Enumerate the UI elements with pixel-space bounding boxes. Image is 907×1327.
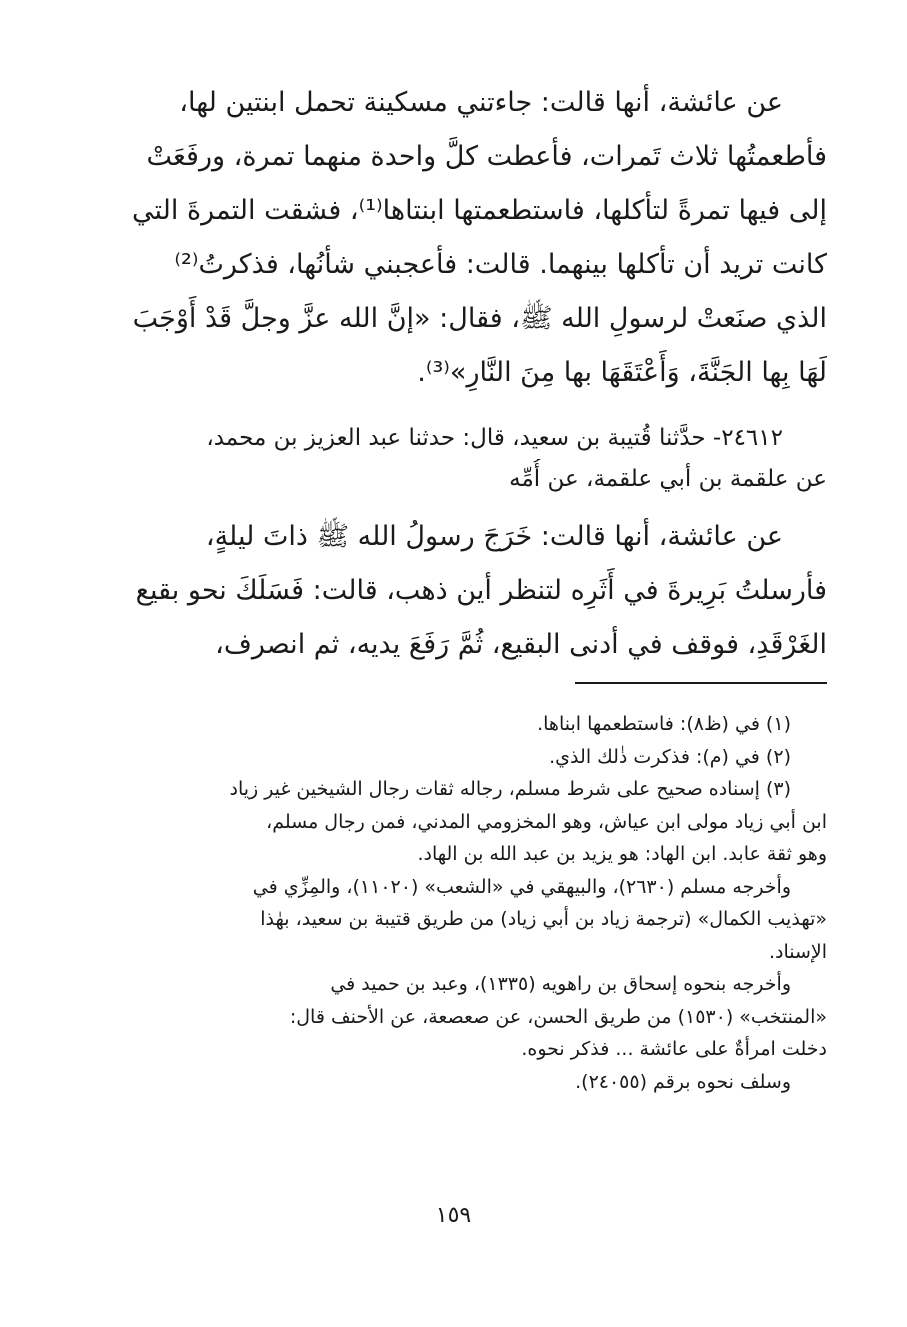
text-line: فأطعمتُها ثلاث تَمرات، فأعطت كلَّ واحدة منهما تمرة، ورفَعَتْ	[146, 141, 827, 172]
isnad-line: ٢٤٦١٢- حدَّثنا قُتيبة بن سعيد، قال: حدثنا عبد العزيز بن محمد،	[206, 425, 783, 451]
footnote-line: «تهذيب الكمال» (ترجمة زياد بن أبي زياد) من طريق قتيبة بن سعيد، بهٰذا	[260, 908, 827, 930]
footnote-line: وأخرجه بنحوه إسحاق بن راهويه (١٣٣٥)، وعبد بن حميد في	[330, 973, 791, 995]
footnote-line: وسلف نحوه برقم (٢٤٠٥٥).	[575, 1070, 791, 1093]
footnote-line: وهو ثقة عابد. ابن الهاد: هو يزيد بن عبد الله بن الهاد.	[417, 843, 827, 865]
footnote-line: دخلت امرأةٌ على عائشة ... فذكر نحوه.	[521, 1038, 827, 1060]
footnote-line: وأخرجه مسلم (٢٦٣٠)، والبيهقي في «الشعب» (١١٠٢٠)، والمِزِّي في	[252, 875, 791, 898]
hadith-second-text	[132, 510, 827, 672]
isnad-line: عن علقمة بن أبي علقمة، عن أُمِّه	[509, 466, 827, 492]
text-line: عن عائشة، أنها قالت: خَرَجَ رسولُ الله ﷺ ذاتَ ليلةٍ،	[205, 521, 783, 552]
footnote-line: (٢) في (م): فذكرت ذٰلك الذي.	[549, 745, 791, 768]
hadith-main-text	[132, 76, 827, 400]
isnad-chain	[132, 418, 827, 500]
text-line: فأرسلتُ بَرِيرةَ في أَثَرِه لتنظر أين ذهب، قالت: فَسَلَكَ نحو بقيع	[135, 575, 827, 606]
text-line: الذي صنَعتْ لرسولِ الله ﷺ، فقال: «إنَّ الله عزَّ وجلَّ قَدْ أَوْجَبَ	[132, 303, 827, 334]
footnote-separator	[575, 682, 827, 684]
page-number: ١٥٩	[435, 1203, 472, 1228]
text-line: كانت تريد أن تأكلها بينهما. قالت: فأعجبني شأنُها، فذكرتُ⁽²⁾	[174, 249, 827, 280]
footnote-line: (٣) إسناده صحيح على شرط مسلم، رجاله ثقات رجال الشيخين غير زياد	[229, 778, 791, 800]
text-line: الغَرْقَدِ، فوقف في أدنى البقيع، ثُمَّ رَفَعَ يديه، ثم انصرف،	[215, 629, 827, 660]
footnote-line: «المنتخب» (١٥٣٠) من طريق الحسن، عن صعصعة، عن الأحنف قال:	[289, 1005, 827, 1028]
footnote-line: ابن أبي زياد مولى ابن عياش، وهو المخزومي المدني، فمن رجال مسلم،	[266, 810, 827, 833]
text-line: عن عائشة، أنها قالت: جاءتني مسكينة تحمل ابنتين لها،	[179, 87, 783, 118]
text-line: لَهَا بِها الجَنَّةَ، وَأَعْتَقَهَا بها مِنَ النَّارِ»⁽³⁾.	[417, 357, 827, 388]
footnote-line: (١) في (ظ٨): فاستطعمها ابناها.	[537, 713, 791, 735]
text-line: إلى فيها تمرةً لتأكلها، فاستطعمتها ابنتاها⁽¹⁾، فشقت التمرةَ التي	[132, 195, 827, 226]
footnote-line: الإسناد.	[768, 940, 827, 963]
footnotes	[132, 708, 827, 1098]
